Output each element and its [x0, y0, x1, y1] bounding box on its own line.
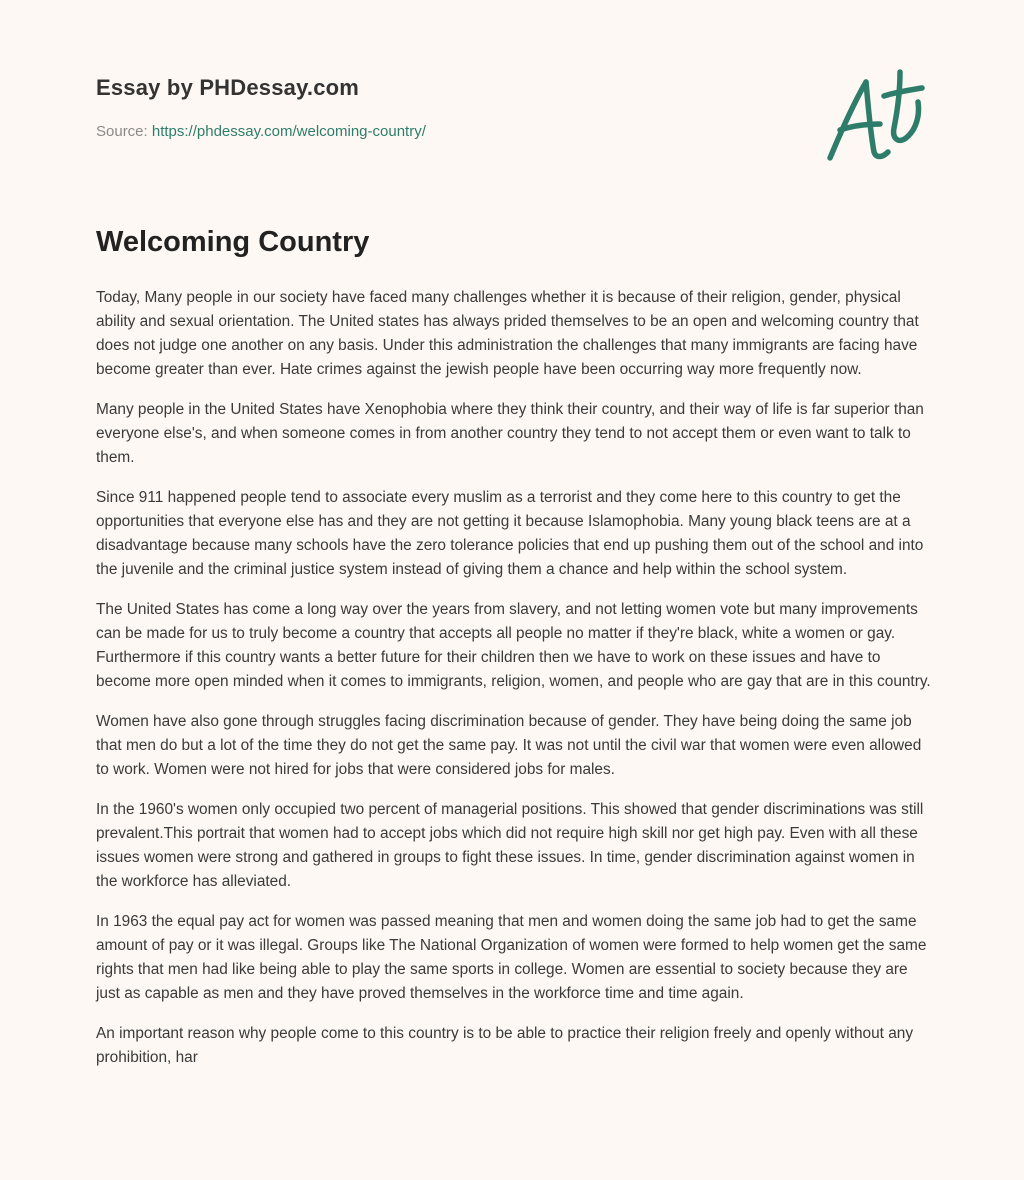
- essay-paragraph: Many people in the United States have Xenophobia where they think their country, and their way of life is far superior than everyone else's, and when someone comes in from another country they tend to not accept them or even want to talk to them.: [96, 401, 924, 466]
- essay-paragraph: In 1963 the equal pay act for women was passed meaning that men and women doing the same job had to get the same amount of pay or it was illegal. Groups like The National Organization of women were formed to help women get the same rights that men had like being able to play the same sports in college. Women are essential to society because they are just as capable as men and they have proved themselves in the workforce time and time again.: [96, 913, 927, 1002]
- source-line: [96, 123, 426, 140]
- essay-paragraph: Since 911 happened people tend to associate every muslim as a terrorist and they come here to this country to get the opportunities that everyone else has and they are not getting it because Islamophobia. Many young black teens are at a disadvantage because many schools have the zero tolerance policies that end up pushing them out of the school and into the juvenile and the criminal justice system instead of giving them a chance and help within the school system.: [96, 489, 924, 578]
- essay-body: [96, 286, 932, 1086]
- essay-paragraph: Women have also gone through struggles facing discrimination because of gender. They have being doing the same job that men do but a lot of the time they do not get the same pay. It was not until the civil war that women were even allowed to work. Women were not hired for jobs that were considered jobs for males.: [96, 713, 922, 778]
- a-plus-logo-icon: [822, 68, 932, 166]
- essay-paragraph: The United States has come a long way over the years from slavery, and not letting women vote but many improvements can be made for us to truly become a country that accepts all people no matter if they're black, white a women or gay. Furthermore if this country wants a better future for their children then we have to work on these issues and have to become more open minded when it comes to immigrants, religion, women, and people who are gay that are in this country.: [96, 601, 931, 690]
- source-label: Source:: [96, 123, 148, 140]
- site-title: Essay by PHDessay.com: [96, 75, 360, 100]
- source-link[interactable]: https://phdessay.com/welcoming-country/: [151, 123, 426, 140]
- essay-title: Welcoming Country: [96, 226, 370, 258]
- essay-paragraph: An important reason why people come to this country is to be able to practice their religion freely and openly without any prohibition, har: [96, 1025, 914, 1066]
- essay-paragraph: Today, Many people in our society have faced many challenges whether it is because of their religion, gender, physical ability and sexual orientation. The United states has always prided themselves to be an open and welcoming country that does not judge one another on any basis. Under this administration the challenges that many immigrants are facing have become greater than ever. Hate crimes against the jewish people have been occurring way more frequently now.: [96, 289, 919, 378]
- essay-paragraph: In the 1960's women only occupied two percent of managerial positions. This showed that gender discriminations was still prevalent.This portrait that women had to accept jobs which did not require high skill nor get high pay. Even with all these issues women were strong and gathered in groups to fight these issues. In time, gender discrimination against women in the workforce has alleviated.: [96, 801, 924, 890]
